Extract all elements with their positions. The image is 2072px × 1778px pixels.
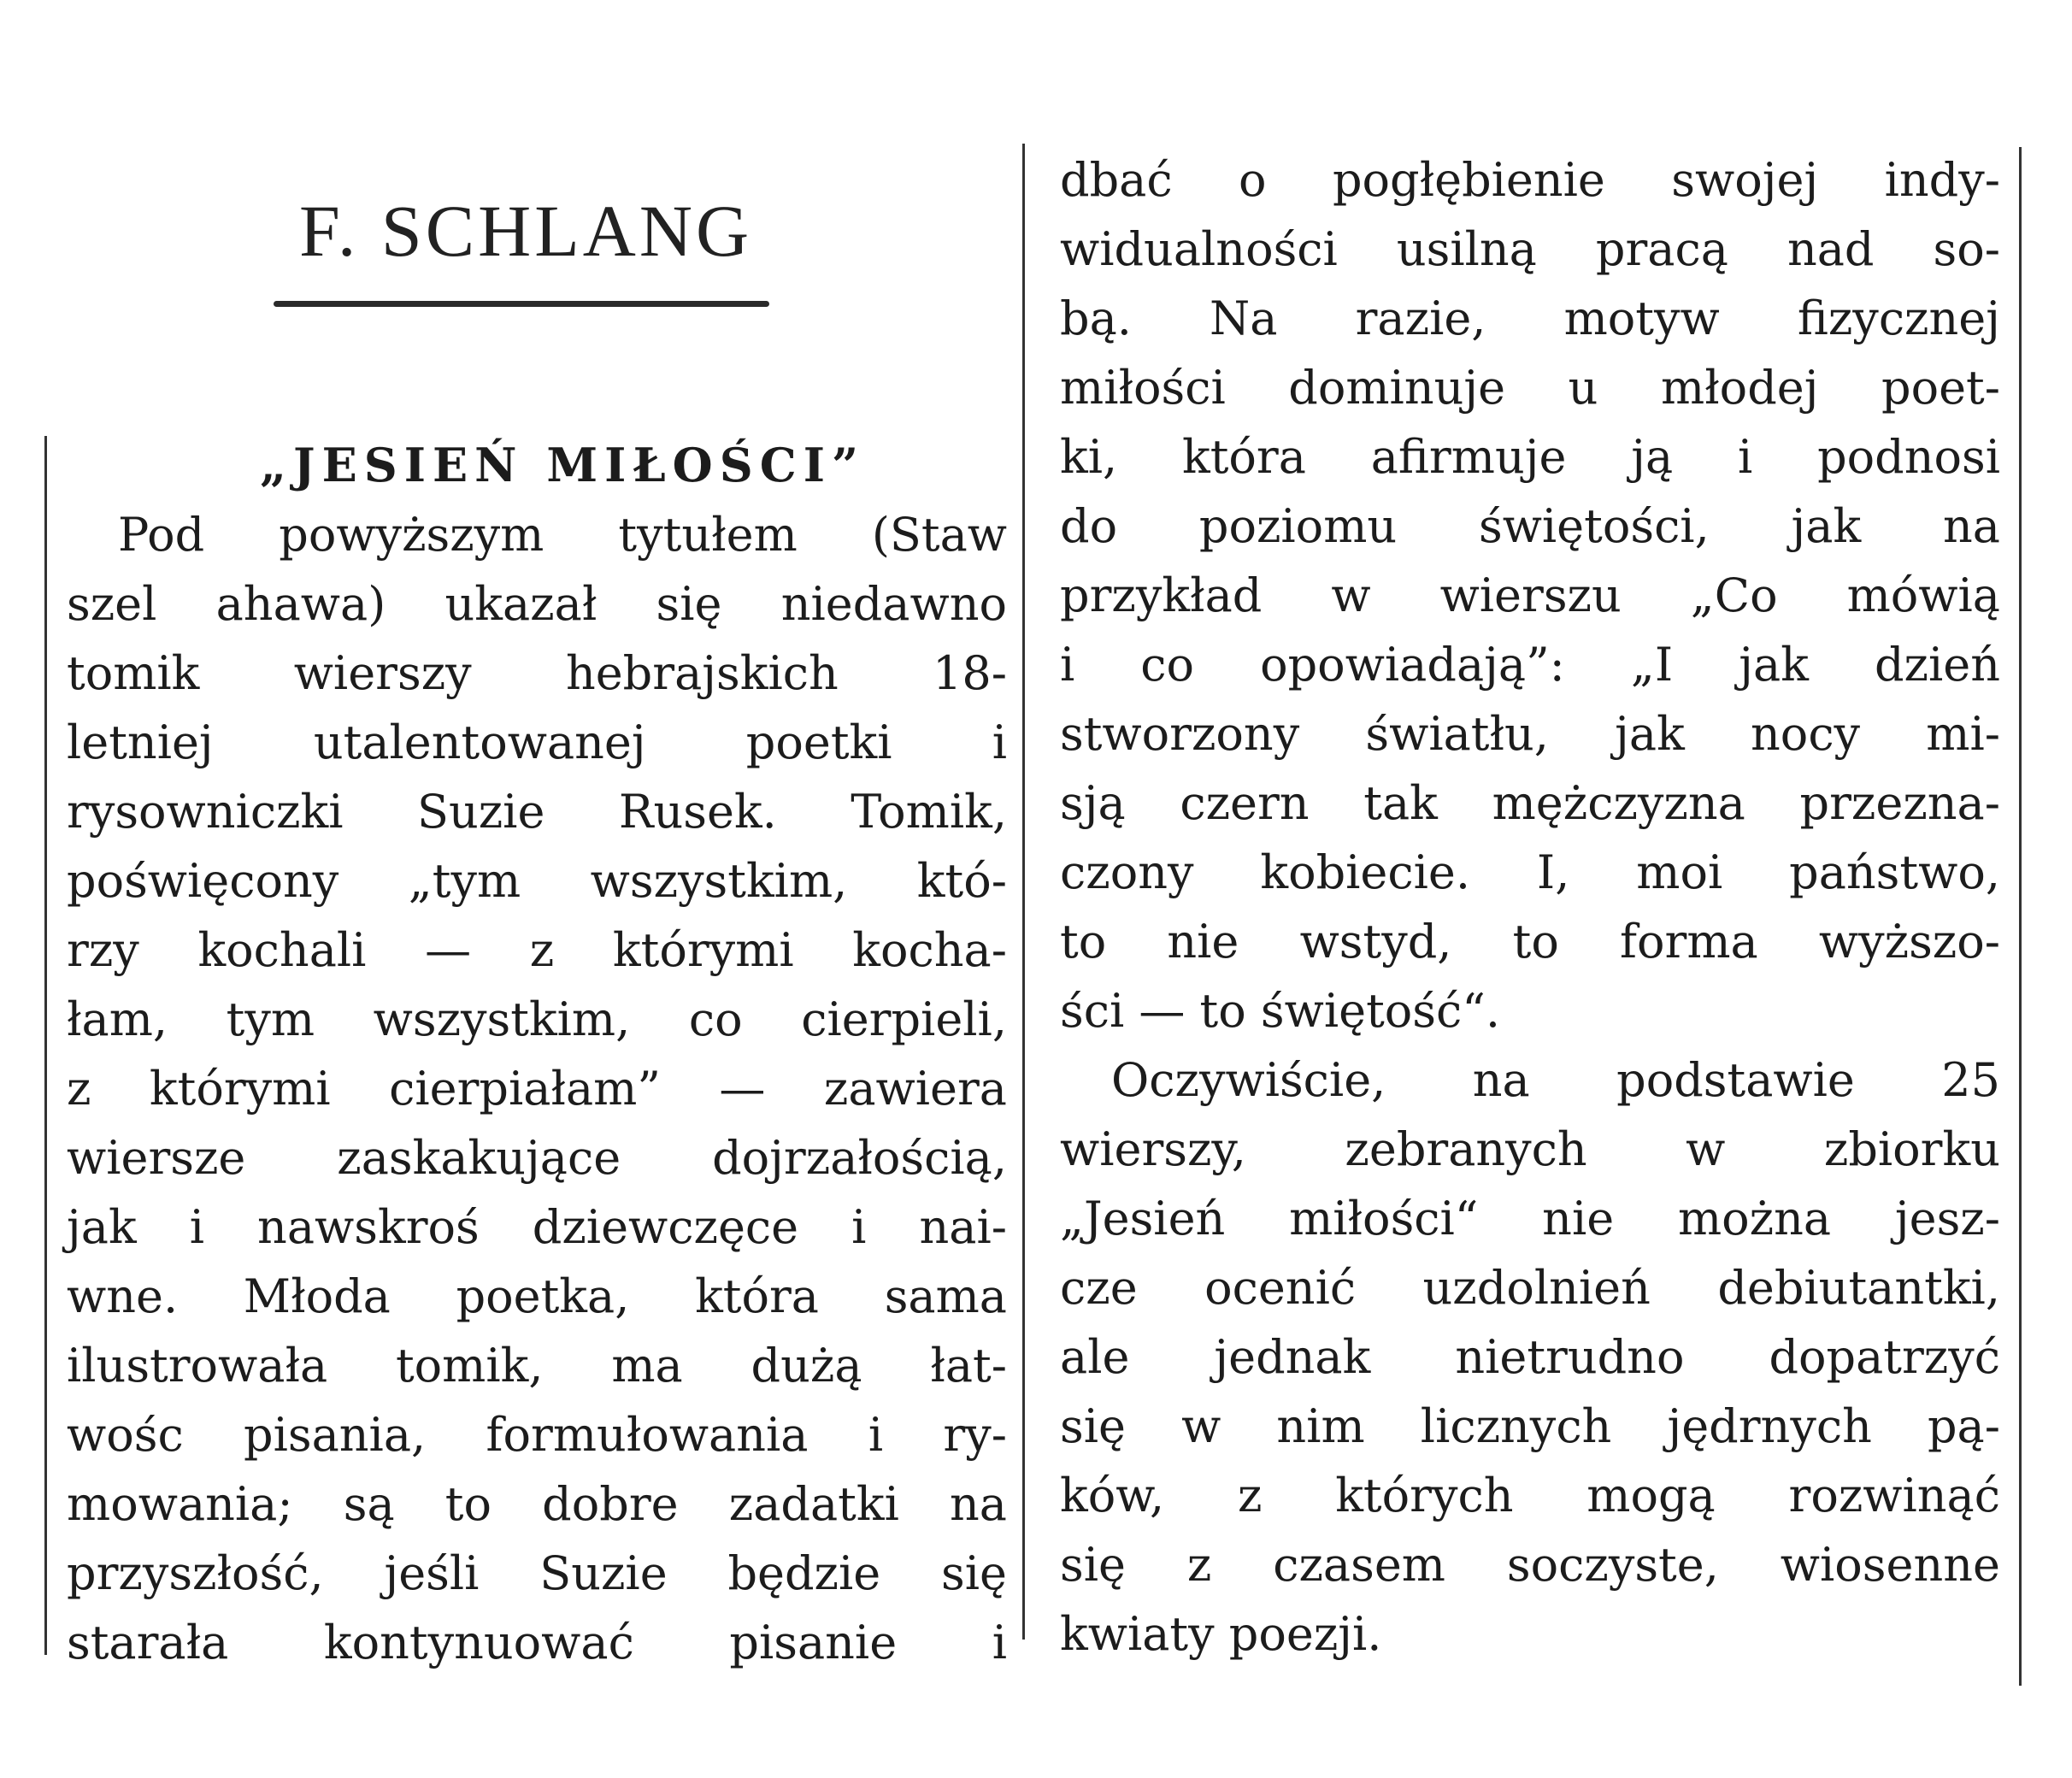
text-line: poświęcony „tym wszystkim, któ- xyxy=(67,854,1007,908)
text-line: się w nim licznych jędrnych pą- xyxy=(1060,1399,2000,1453)
text-line: ilustrowała tomik, ma dużą łat- xyxy=(67,1339,1007,1392)
text-line: miłości dominuje u młodej poet- xyxy=(1060,361,2000,415)
text-line: „Jesień miłości“ nie można jesz- xyxy=(1060,1192,2000,1245)
right-border-rule xyxy=(2019,147,2022,1686)
text-line: przyszłość, jeśli Suzie będzie się xyxy=(67,1546,1007,1600)
text-line: tomik wierszy hebrajskich 18- xyxy=(67,646,1007,700)
text-line: szel ahawa) ukazał się niedawno xyxy=(67,577,1007,631)
byline-underline xyxy=(274,301,769,307)
text-line: rzy kochali — z którymi kocha- xyxy=(67,923,1007,977)
text-line: ki, która afirmuje ją i podnosi xyxy=(1060,430,2000,484)
text-line: się z czasem soczyste, wiosenne xyxy=(1060,1538,2000,1592)
text-line: letniej utalentowanej poetki i xyxy=(67,715,1007,769)
text-line: ków, z których mogą rozwinąć xyxy=(1060,1469,2000,1522)
text-line: i co opowiadają”: „I jak dzień xyxy=(1060,638,2000,692)
text-line: do poziomu świętości, jak na xyxy=(1060,499,2000,553)
text-line: rysowniczki Suzie Rusek. Tomik, xyxy=(67,785,1007,839)
author-byline: F. SCHLANG xyxy=(298,190,753,272)
text-line: czony kobiecie. I, moi państwo, xyxy=(1060,845,2000,899)
article-title: „JESIEŃ MIŁOŚCI” xyxy=(259,438,866,492)
text-line: wiersze zaskakujące dojrzałością, xyxy=(67,1131,1007,1185)
text-line: to nie wstyd, to forma wyższo- xyxy=(1060,915,2000,968)
text-line: ale jednak nietrudno dopatrzyć xyxy=(1060,1330,2000,1384)
text-line: Oczywiście, na podstawie 25 xyxy=(1111,1053,2000,1107)
text-line: Pod powyższym tytułem (Staw xyxy=(118,508,1007,562)
text-line: mowania; są to dobre zadatki na xyxy=(67,1477,1007,1531)
text-line: sją czern tak mężczyzna przezna- xyxy=(1060,776,2000,830)
text-line: jak i nawskroś dziewczęce i nai- xyxy=(67,1200,1007,1254)
text-line: bą. Na razie, motyw fizycznej xyxy=(1060,291,2000,345)
text-line: widualności usilną pracą nad so- xyxy=(1060,222,2000,276)
text-line: cze ocenić uzdolnień debiutantki, xyxy=(1060,1261,2000,1315)
right-column xyxy=(1060,145,2000,1669)
text-line: ści — to świętość“. xyxy=(1060,984,1501,1038)
left-column xyxy=(67,431,1007,1677)
column-divider-rule xyxy=(1022,144,1025,1640)
text-line: wośc pisania, formułowania i ry- xyxy=(67,1408,1007,1462)
text-line: wierszy, zebranych w zbiorku xyxy=(1060,1122,2000,1176)
text-line: łam, tym wszystkim, co cierpieli, xyxy=(67,992,1007,1046)
text-line: starała kontynuować pisanie i xyxy=(67,1616,1007,1669)
text-line: dbać o pogłębienie swojej indy- xyxy=(1060,153,2000,207)
text-line: stworzony światłu, jak nocy mi- xyxy=(1060,707,2000,761)
text-line: przykład w wierszu „Co mówią xyxy=(1060,568,2000,622)
text-line: z którymi cierpiałam” — zawiera xyxy=(67,1062,1007,1116)
left-border-rule xyxy=(44,436,47,1655)
text-line: wne. Młoda poetka, która sama xyxy=(67,1269,1007,1323)
text-line: kwiaty poezji. xyxy=(1060,1607,1382,1661)
